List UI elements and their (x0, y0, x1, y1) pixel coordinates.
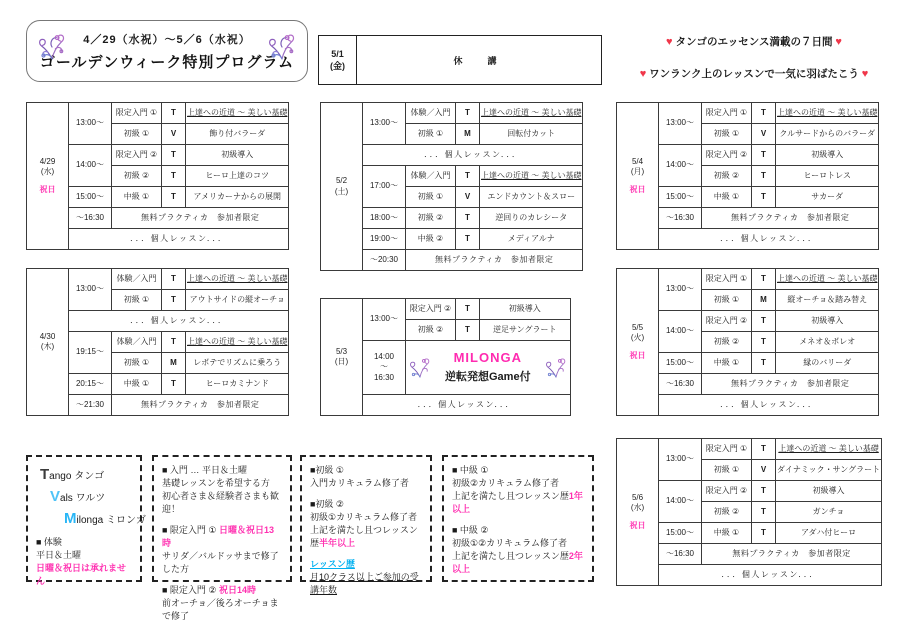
chukyu-1-line-2 (452, 490, 584, 516)
dance-type-cell: T (752, 523, 776, 544)
limited-nyumon-2-line-1: 前オーチョ／後ろオーチョまで修了 (162, 598, 279, 622)
topic-cell: 上達への近道 ～ 美しい基礎 (480, 103, 583, 124)
level-cell: 初級 ① (702, 460, 752, 481)
closed-day-date-line2: (金) (330, 61, 345, 71)
time-cell: 14:00～ (659, 481, 702, 523)
closed-day-date (319, 36, 357, 85)
dance-type-cell: T (752, 103, 776, 124)
topic-cell: 回転付カット (480, 124, 583, 145)
topic-cell: 上達への近道 ～ 美しい基礎 (186, 269, 289, 290)
dance-type-cell: T (456, 103, 480, 124)
tango-rest: ango (49, 471, 72, 482)
topic-cell: 上達への近道 ～ 美しい基礎 (776, 269, 879, 290)
schedule-table-0505 (616, 268, 879, 416)
heart-icon: ♥ (861, 68, 869, 80)
limited-nyumon-2-label: ■ 限定入門 ② (162, 585, 217, 596)
dance-type-cell: T (162, 187, 186, 208)
nyumon-head: ■ 入門 … 平日＆土曜 (162, 465, 247, 475)
topic-cell: エンドカウント＆スロー (480, 187, 583, 208)
holiday-badge: 祝日 (39, 184, 56, 194)
dance-type-cell: T (456, 320, 480, 341)
table-row (617, 103, 879, 124)
time-cell: 13:00～ (659, 269, 702, 311)
time-cell: 15:00～ (659, 187, 702, 208)
level-cell: 初級 ① (406, 124, 456, 145)
private-lesson-row: ．．．個人レッスン．．． (659, 229, 879, 250)
time-cell: 18:00～ (363, 208, 406, 229)
dance-type-cell: T (162, 290, 186, 311)
dance-type-cell: T (752, 481, 776, 502)
private-lesson-row: ．．．個人レッスン．．． (363, 395, 571, 416)
chukyu-1-head: ■ 中級 ① (452, 465, 489, 475)
dance-type-tango (40, 464, 132, 486)
dance-type-cell: T (162, 332, 186, 353)
level-cell: 限定入門 ① (702, 269, 752, 290)
time-cell: ～21:30 (69, 395, 112, 416)
lesson-history-note (310, 558, 422, 597)
time-cell: ～16:30 (69, 208, 112, 229)
nyumon-line-2: 初心者さま＆経験者さまも歓迎！ (162, 491, 280, 515)
time-cell: 13:00～ (659, 103, 702, 145)
chukyu-2-block (452, 524, 584, 576)
topic-cell: 初級導入 (480, 299, 571, 320)
dance-type-cell: T (752, 439, 776, 460)
floral-ornament-icon (407, 354, 433, 382)
topic-cell: 上達への近道 ～ 美しい基礎 (776, 103, 879, 124)
time-cell: ～16:30 (659, 208, 702, 229)
dance-type-cell: T (162, 269, 186, 290)
day-date-cell (617, 103, 659, 250)
shokyu-1-line-1: 入門カリキュラム修了者 (310, 478, 409, 489)
dance-type-cell: T (752, 166, 776, 187)
floral-ornament-icon (543, 354, 569, 382)
dance-type-cell: M (752, 290, 776, 311)
dance-type-cell: T (162, 166, 186, 187)
private-lesson-row: ．．．個人レッスン．．． (659, 395, 879, 416)
level-cell: 限定入門 ① (702, 103, 752, 124)
topic-cell: ヒーロカミナンド (186, 374, 289, 395)
level-cell: 初級 ① (406, 187, 456, 208)
day-date-cell (27, 269, 69, 416)
shokyu-1-block (310, 464, 422, 490)
day-date-line1: 5/6 (631, 492, 644, 502)
holiday-badge: 祝日 (629, 520, 646, 530)
time-cell: 19:15～ (69, 332, 112, 374)
shokyu-2-req-highlight: 半年以上 (319, 538, 356, 549)
free-practica-row: 無料プラクティカ 参加者限定 (112, 208, 289, 229)
shokyu-2-req-text: 上記を満たし且つレッスン歴 (310, 525, 418, 549)
topic-cell: 初級導入 (776, 311, 879, 332)
dance-type-cell: T (752, 332, 776, 353)
shokyu-2-head: ■初級 ② (310, 499, 345, 510)
level-cell: 初級 ① (112, 124, 162, 145)
dance-type-cell: V (752, 124, 776, 145)
milonga-event-cell (406, 341, 571, 395)
chukyu-2-req-text: 上記を満たし且つレッスン歴 (452, 551, 569, 562)
program-date-range: 4／29（水祝）～5／6（水祝） (83, 33, 251, 46)
level-cell: 中級 ① (702, 353, 752, 374)
table-row (27, 103, 289, 124)
table-row (617, 439, 882, 460)
level-cell: 限定入門 ② (406, 299, 456, 320)
taiken-line-1: 平日＆土曜 (36, 550, 82, 561)
day-date-line2: (水) (630, 503, 645, 513)
time-cell: 14:00～ (659, 145, 702, 187)
lesson-history-head: レッスン歴 (310, 559, 355, 570)
table-row (617, 269, 879, 290)
taiken-line-2: 日曜＆祝日は承れません (36, 563, 127, 587)
nyumon-block (162, 464, 282, 516)
vals-jp: ワルツ (75, 492, 106, 504)
topic-cell: 飾り付バラーダ (186, 124, 289, 145)
promo-text-2: ワンランク上のレッスンで一気に羽ばたこう (649, 68, 859, 80)
dance-type-cell: T (456, 208, 480, 229)
level-cell: 体験／入門 (406, 103, 456, 124)
private-lesson-row: ．．．個人レッスン．．． (69, 229, 289, 250)
free-practica-row: 無料プラクティカ 参加者限定 (702, 208, 879, 229)
day-date-cell (617, 439, 659, 586)
chukyu-2-req-highlight: 2年以上 (452, 551, 583, 575)
holiday-badge: 祝日 (629, 184, 646, 194)
schedule-table-0504 (616, 102, 879, 250)
shokyu-1-head: ■初級 ① (310, 465, 345, 475)
title-banner (26, 20, 308, 82)
promo-line-2 (604, 66, 904, 81)
level-cell: 初級 ① (702, 124, 752, 145)
time-cell: ～20:30 (363, 250, 406, 271)
level-cell: 限定入門 ① (702, 439, 752, 460)
promo-text-1: タンゴのエッセンス満載の７日間 (675, 36, 833, 48)
time-cell: 15:00～ (659, 523, 702, 544)
level-cell: 初級 ① (702, 290, 752, 311)
dance-type-cell: M (162, 353, 186, 374)
day-date-line2: (日) (334, 357, 349, 366)
chukyu-2-line-1: 初級①②カリキュラム修了者 (452, 538, 568, 549)
free-practica-row: 無料プラクティカ 参加者限定 (702, 544, 882, 565)
level-cell: 中級 ① (112, 187, 162, 208)
level-cell: 中級 ① (702, 523, 752, 544)
topic-cell: レボテでリズムに乗ろう (186, 353, 289, 374)
limited-nyumon-1-block (162, 524, 282, 576)
limited-nyumon-1-head (162, 524, 282, 550)
private-lesson-row: ．．．個人レッスン．．． (659, 565, 882, 586)
day-date-cell (27, 103, 69, 250)
dance-type-vals (50, 486, 132, 508)
time-line: 14:00 (373, 351, 395, 361)
time-cell: 17:00～ (363, 166, 406, 208)
topic-cell: サカーダ (776, 187, 879, 208)
closed-day-date-line1: 5/1 (331, 48, 344, 59)
topic-cell: 初級導入 (776, 145, 879, 166)
milonga-jp: ミロンガ (105, 514, 146, 526)
time-cell: ～16:30 (659, 374, 702, 395)
dance-type-cell: T (456, 166, 480, 187)
topic-cell: ヒーロ上達のコツ (186, 166, 289, 187)
time-cell: 13:00～ (69, 103, 112, 145)
time-cell: 19:00～ (363, 229, 406, 250)
day-date-cell (617, 269, 659, 416)
time-cell: 20:15～ (69, 374, 112, 395)
limited-nyumon-2-time: 祝日14時 (219, 585, 257, 596)
vals-letter: V (50, 487, 61, 505)
time-cell (363, 341, 406, 395)
milonga-title: MILONGA (453, 350, 522, 366)
milonga-letter: M (64, 509, 77, 527)
level-cell: 限定入門 ② (112, 145, 162, 166)
milonga-subtitle: 逆転発想Game付 (445, 371, 531, 384)
schedule-table-0506 (616, 438, 882, 586)
chukyu-1-req-highlight: 1年以上 (452, 491, 583, 515)
day-date-line1: 5/3 (335, 346, 348, 356)
shokyu-2-line-1: 初級①カリキュラム修了者 (310, 512, 417, 523)
level-cell: 体験／入門 (112, 332, 162, 353)
limited-nyumon-2-head (162, 584, 282, 597)
schedule-table-0503 (320, 298, 571, 416)
topic-cell: 逆回りのカレシータ (480, 208, 583, 229)
topic-cell: 縁のバリーダ (776, 353, 879, 374)
day-date-line2: (月) (630, 167, 645, 177)
time-line: ～ (380, 362, 388, 372)
level-cell: 初級 ② (112, 166, 162, 187)
chukyu-1-line-1: 初級②カリキュラム修了者 (452, 478, 559, 489)
limited-nyumon-1-label: ■ 限定入門 ① (162, 525, 217, 536)
dance-type-cell: T (752, 269, 776, 290)
level-cell: 中級 ① (112, 374, 162, 395)
legend-nyumon (152, 455, 292, 622)
level-cell: 体験／入門 (406, 166, 456, 187)
time-cell: 15:00～ (659, 353, 702, 374)
topic-cell: アメリカーナからの展開 (186, 187, 289, 208)
topic-cell: 上達への近道 ～ 美しい基礎 (776, 439, 882, 460)
level-cell: 初級 ② (702, 502, 752, 523)
holiday-badge: 祝日 (629, 350, 646, 360)
day-date-line1: 5/5 (631, 322, 644, 332)
level-cell: 初級 ② (406, 208, 456, 229)
tango-letter: T (40, 466, 50, 483)
topic-cell: 初級導入 (186, 145, 289, 166)
schedule-table-0429 (26, 102, 289, 250)
day-date-line1: 4/30 (39, 331, 56, 341)
day-date-line2: (木) (40, 342, 55, 351)
level-cell: 中級 ② (406, 229, 456, 250)
time-cell: ～16:30 (659, 544, 702, 565)
dance-type-cell: T (752, 187, 776, 208)
time-cell: 15:00～ (69, 187, 112, 208)
level-cell: 限定入門 ① (112, 103, 162, 124)
dance-type-cell: T (752, 145, 776, 166)
private-lesson-row: ．．．個人レッスン．．． (363, 145, 583, 166)
schedule-table-0430 (26, 268, 289, 416)
level-cell: 初級 ① (112, 290, 162, 311)
time-cell: 13:00～ (363, 299, 406, 341)
dance-type-list (36, 464, 146, 529)
time-cell: 14:00～ (659, 311, 702, 353)
table-row (27, 269, 289, 290)
free-practica-row: 無料プラクティカ 参加者限定 (702, 374, 879, 395)
day-date-line1: 5/4 (631, 156, 644, 166)
topic-cell: 逆足サングラート (480, 320, 571, 341)
free-practica-row: 無料プラクティカ 参加者限定 (406, 250, 583, 271)
closed-day-label: 休 講 (357, 36, 602, 85)
dance-type-cell: T (162, 374, 186, 395)
free-practica-row: 無料プラクティカ 参加者限定 (112, 395, 289, 416)
vals-rest: als (60, 492, 73, 504)
dance-type-cell: V (456, 187, 480, 208)
level-cell: 初級 ② (702, 166, 752, 187)
dance-type-cell: V (162, 124, 186, 145)
level-cell: 限定入門 ② (702, 145, 752, 166)
schedule-table-0502 (320, 102, 583, 271)
level-cell: 限定入門 ② (702, 311, 752, 332)
milonga-rest: ilonga (76, 514, 104, 526)
dance-type-cell: T (456, 299, 480, 320)
promo-line-1 (604, 34, 904, 49)
limited-nyumon-1-line-1: サリダ／バルドッサまで修了した方 (162, 551, 279, 575)
dance-type-cell: M (456, 124, 480, 145)
dance-type-cell: T (162, 103, 186, 124)
table-row (321, 103, 583, 124)
topic-cell: アウトサイドの縦オーチョ (186, 290, 289, 311)
level-cell: 初級 ② (702, 332, 752, 353)
heart-icon: ♥ (835, 36, 842, 48)
dance-type-cell: T (752, 502, 776, 523)
chukyu-1-block (452, 464, 584, 516)
chukyu-2-head: ■ 中級 ② (452, 525, 489, 536)
day-date-line2: (水) (40, 167, 55, 177)
chukyu-2-line-2 (452, 550, 584, 576)
chukyu-1-req-text: 上記を満たし且つレッスン歴 (452, 491, 569, 502)
topic-cell: アダハ付ヒーロ (776, 523, 882, 544)
day-date-line2: (土) (334, 186, 349, 196)
table-row (321, 299, 571, 320)
shokyu-2-block (310, 498, 422, 550)
day-date-line1: 4/29 (39, 156, 56, 166)
topic-cell: 縦オーチョ＆踏み替え (776, 290, 879, 311)
topic-cell: ガンチョ (776, 502, 882, 523)
topic-cell: 初級導入 (776, 481, 882, 502)
topic-cell: 上達への近道 ～ 美しい基礎 (480, 166, 583, 187)
dance-type-cell: T (752, 353, 776, 374)
level-cell: 体験／入門 (112, 269, 162, 290)
dance-type-cell: T (752, 311, 776, 332)
day-date-line2: (火) (630, 333, 645, 343)
limited-nyumon-1-time: 日曜＆祝日13時 (162, 525, 275, 549)
time-cell: 13:00～ (69, 269, 112, 311)
nyumon-line-1: 基礎レッスンを希望する方 (162, 478, 270, 489)
legend-dance-types (26, 455, 146, 587)
level-cell: 初級 ② (406, 320, 456, 341)
legend-shokyu (300, 455, 432, 596)
time-cell: 13:00～ (363, 103, 406, 145)
time-line: 16:30 (373, 372, 395, 382)
topic-cell: メディアルナ (480, 229, 583, 250)
time-cell: 14:00～ (69, 145, 112, 187)
legend-chukyu (442, 455, 594, 582)
program-title: ゴールデンウィーク特別プログラム (39, 53, 295, 71)
heart-icon: ♥ (666, 36, 673, 48)
taiken-head: ■ 体験 (36, 537, 62, 548)
dance-type-cell: T (162, 145, 186, 166)
level-cell: 初級 ① (112, 353, 162, 374)
topic-cell: メネオ＆ボレオ (776, 332, 879, 353)
shokyu-2-line-2 (310, 524, 422, 550)
dance-type-cell: V (752, 460, 776, 481)
dance-type-milonga (64, 508, 146, 530)
topic-cell: 上達への近道 ～ 美しい基礎 (186, 103, 289, 124)
level-cell: 限定入門 ② (702, 481, 752, 502)
topic-cell: クルサードからのバラーダ (776, 124, 879, 145)
time-cell: 13:00～ (659, 439, 702, 481)
day-date-cell (321, 299, 363, 416)
level-cell: 中級 ① (702, 187, 752, 208)
topic-cell: ヒーロトレス (776, 166, 879, 187)
closed-day-table (318, 35, 602, 85)
tango-jp: タンゴ (74, 471, 105, 482)
day-date-line1: 5/2 (335, 176, 348, 186)
day-date-cell (321, 103, 363, 271)
topic-cell: 上達への近道 ～ 美しい基礎 (186, 332, 289, 353)
private-lesson-row: ．．．個人レッスン．．． (69, 311, 289, 332)
dance-type-cell: T (456, 229, 480, 250)
limited-nyumon-2-block (162, 584, 282, 623)
lesson-history-line: 月10クラス以上ご参加の受講年数 (310, 572, 419, 596)
heart-icon: ♥ (639, 68, 647, 80)
topic-cell: ダイナミック・サングラート (776, 460, 882, 481)
